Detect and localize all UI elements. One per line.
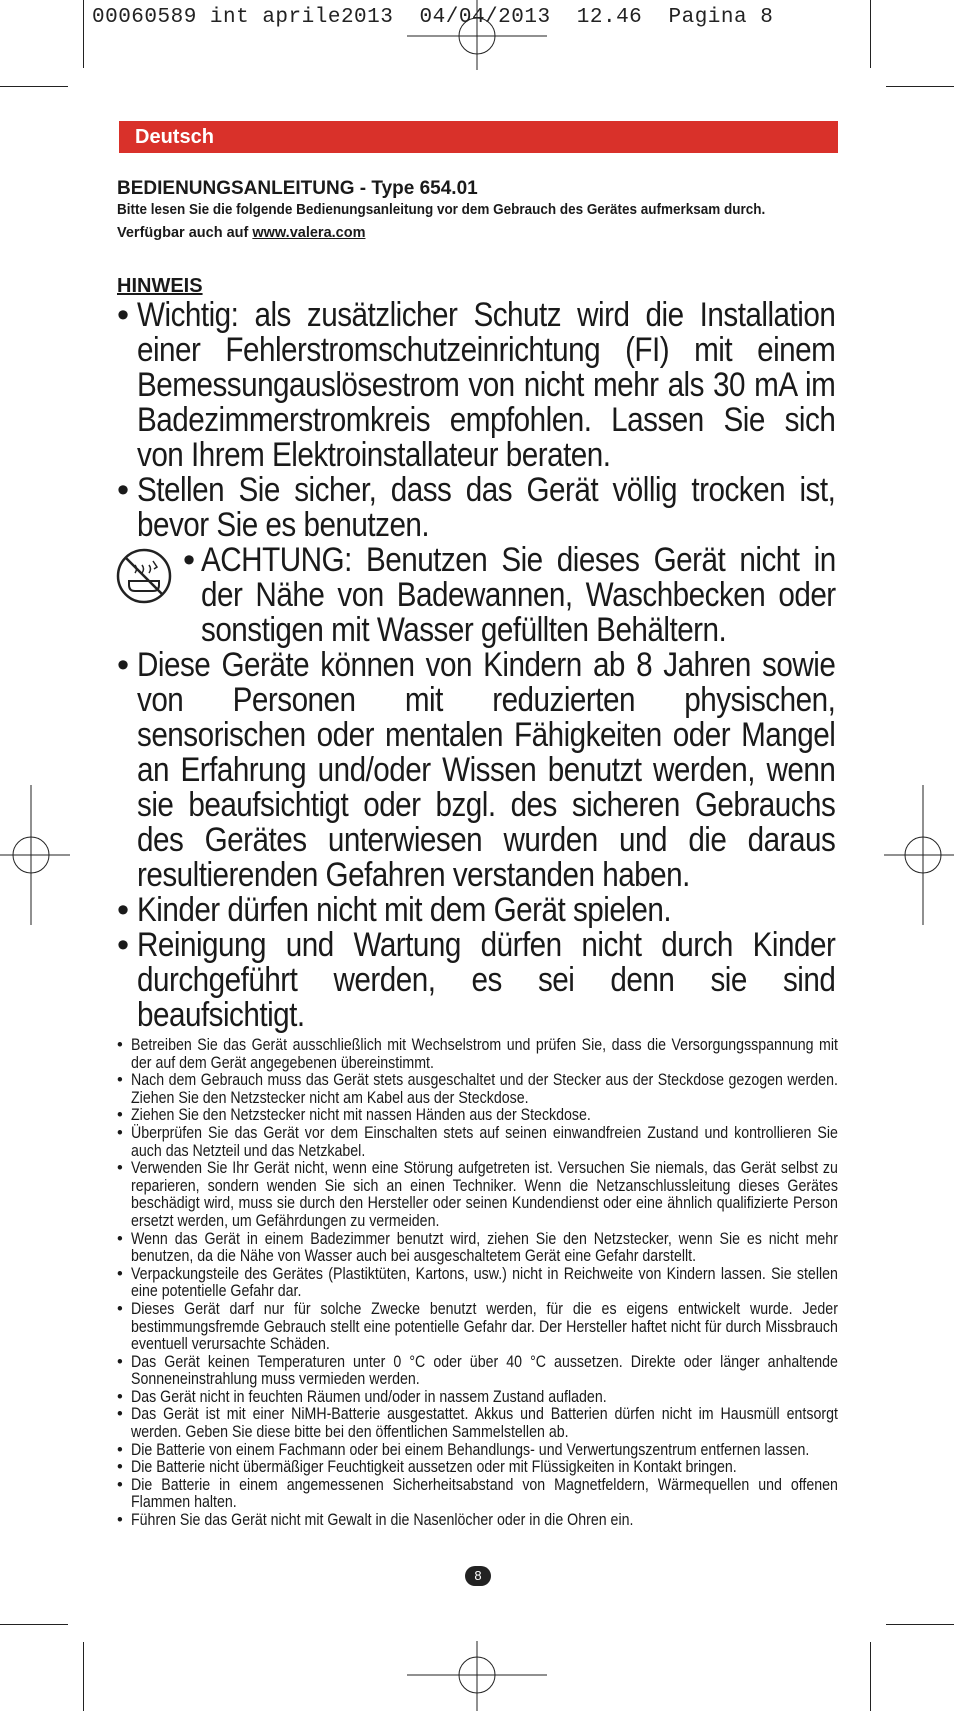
crop-mark: [886, 86, 954, 87]
notice-heading: HINWEIS: [117, 275, 203, 297]
crop-mark: [0, 86, 68, 87]
safety-item: • Überprüfen Sie das Gerät vor dem Einschalten stets auf seinen einwandfreien Zustand und kontrollieren Sie auch das Netzteil und das Netzkabel.: [117, 1123, 838, 1160]
registration-mark-left: [0, 785, 70, 925]
crop-mark: [870, 1642, 871, 1711]
safety-item: • Betreiben Sie das Gerät ausschließlich mit Wechselstrom und prüfen Sie, dass die Versorgungsspannung mit der auf dem Gerät angegebenen übereinstimmt.: [117, 1036, 838, 1072]
registration-mark-right: [884, 785, 954, 925]
safety-item: • Nach dem Gebrauch muss das Gerät stets ausgeschaltet und der Stecker aus der Steckdose gezogen werden. Ziehen Sie den Netzstecker nicht am Kabel aus der Steckdose.: [117, 1071, 838, 1107]
notice-item: • Wichtig: als zusätzlicher Schutz wird die Installation einer Fehlerstromschutzeinrichtung (FI) mit einem Bemessungauslösestrom von nicht mehr als 30 mA im Badezimmerstromkreis empfohlen. Lassen Sie sich von Ihrem Elektroinstallateur beraten.: [117, 296, 836, 474]
page-number: 8: [465, 1566, 491, 1586]
no-bathtub-water-icon: [115, 547, 173, 605]
safety-item: • Die Batterie in einem angemessenen Sicherheitsabstand von Magnetfeldern, Wärmequellen und offenen Flammen halten.: [117, 1475, 838, 1512]
notice-item: • Diese Geräte können von Kindern ab 8 Jahren sowie von Personen mit reduzierten physischen, sensorischen oder mentalen Fähigkeiten oder Mangel an Erfahrung und/oder Wissen benutzt werden, wenn sie beaufsichtigt oder bzgl. des sicheren Gebrauchs des Gerätes unterwiesen wurden und die daraus resultierenden Gefahren verstanden haben.: [117, 646, 836, 894]
crop-mark: [83, 1642, 84, 1711]
notice-item: • Reinigung und Wartung dürfen nicht durch Kinder durchgeführt werden, es sei denn sie sind beaufsichtigt.: [117, 926, 836, 1034]
language-bar: Deutsch: [119, 121, 838, 153]
crop-mark: [0, 1624, 68, 1625]
safety-item: • Das Gerät nicht in feuchten Räumen und/oder in nassem Zustand aufladen.: [117, 1387, 607, 1406]
manual-content: [117, 178, 838, 1530]
crop-mark: [870, 0, 871, 68]
registration-mark-top: [407, 0, 547, 70]
intro-text: Bitte lesen Sie die folgende Bedienungsanleitung vor dem Gebrauch des Gerätes aufmerksam durch.: [117, 202, 766, 218]
notice-item-warning: • ACHTUNG: Benutzen Sie dieses Gerät nicht in der Nähe von Badewannen, Waschbecken oder sonstigen mit Wasser gefüllten Behältern.: [117, 543, 838, 648]
notice-item: • Stellen Sie sicher, dass das Gerät völlig trocken ist, bevor Sie es benutzen.: [117, 471, 836, 544]
safety-item: • Wenn das Gerät in einem Badezimmer benutzt wird, ziehen Sie den Netzstecker, wenn Sie es nicht mehr benutzen, da die Nähe von Wasser auch bei ausgeschaltetem Gerät eine Gefahr darstellt.: [117, 1229, 838, 1266]
crop-mark: [886, 1624, 954, 1625]
website-link[interactable]: www.valera.com: [252, 225, 366, 241]
safety-item: • Verwenden Sie Ihr Gerät nicht, wenn eine Störung aufgetreten ist. Versuchen Sie niemals, das Gerät selbst zu reparieren, sondern wenden Sie sich an einen Techniker. Wenn die Netzanschlussleitung dieses Gerätes beschädigt wird, muss sie durch den Hersteller oder seinen Kundendienst oder eine ähnlich qualifizierte Person ersetzt werden, um Gefährdungen zu vermeiden.: [117, 1159, 838, 1230]
safety-item: • Ziehen Sie den Netzstecker nicht mit nassen Händen aus der Steckdose.: [117, 1106, 591, 1125]
notice-list: [117, 298, 838, 1033]
availability-prefix: Verfügbar auch auf: [117, 225, 253, 241]
safety-item: • Verpackungsteile des Gerätes (Plastiktüten, Kartons, usw.) nicht in Reichweite von Kindern lassen. Sie stellen eine potentielle Gefahr dar.: [117, 1264, 838, 1301]
document-title: BEDIENUNGSANLEITUNG - Type 654.01: [117, 178, 478, 199]
print-slug: 00060589 int aprile2013 04/04/2013 12.46 Pagina 8: [92, 6, 774, 29]
safety-item: • Dieses Gerät darf nur für solche Zwecke benutzt werden, für die es eigens entwickelt wurde. Jeder bestimmungsfremde Gebrauch stellt eine potentielle Gefahr dar. Der Hersteller haftet nicht für durch Missbrauch eventuell verursachte Schäden.: [117, 1299, 838, 1354]
safety-item: • Das Gerät keinen Temperaturen unter 0 °C oder über 40 °C aussetzen. Direkte oder länger anhaltende Sonneneinstrahlung muss vermieden werden.: [117, 1352, 838, 1389]
safety-item: • Führen Sie das Gerät nicht mit Gewalt in die Nasenlöcher oder in die Ohren ein.: [117, 1511, 634, 1530]
availability-line: [117, 225, 838, 242]
safety-item: • Die Batterie von einem Fachmann oder bei einem Behandlungs- und Verwertungszentrum entfernen lassen.: [117, 1440, 810, 1459]
safety-item: • Die Batterie nicht übermäßiger Feuchtigkeit aussetzen oder mit Flüssigkeiten in Kontakt bringen.: [117, 1458, 737, 1477]
crop-mark: [83, 0, 84, 68]
notice-item: • Kinder dürfen nicht mit dem Gerät spielen.: [117, 891, 672, 929]
safety-item: • Das Gerät ist mit einer NiMH-Batterie ausgestattet. Akkus und Batterien dürfen nicht im Hausmüll entsorgt werden. Geben Sie diese bitte bei den öffentlichen Sammelstellen ab.: [117, 1405, 838, 1442]
registration-mark-bottom: [407, 1641, 547, 1711]
safety-list: [117, 1037, 838, 1530]
